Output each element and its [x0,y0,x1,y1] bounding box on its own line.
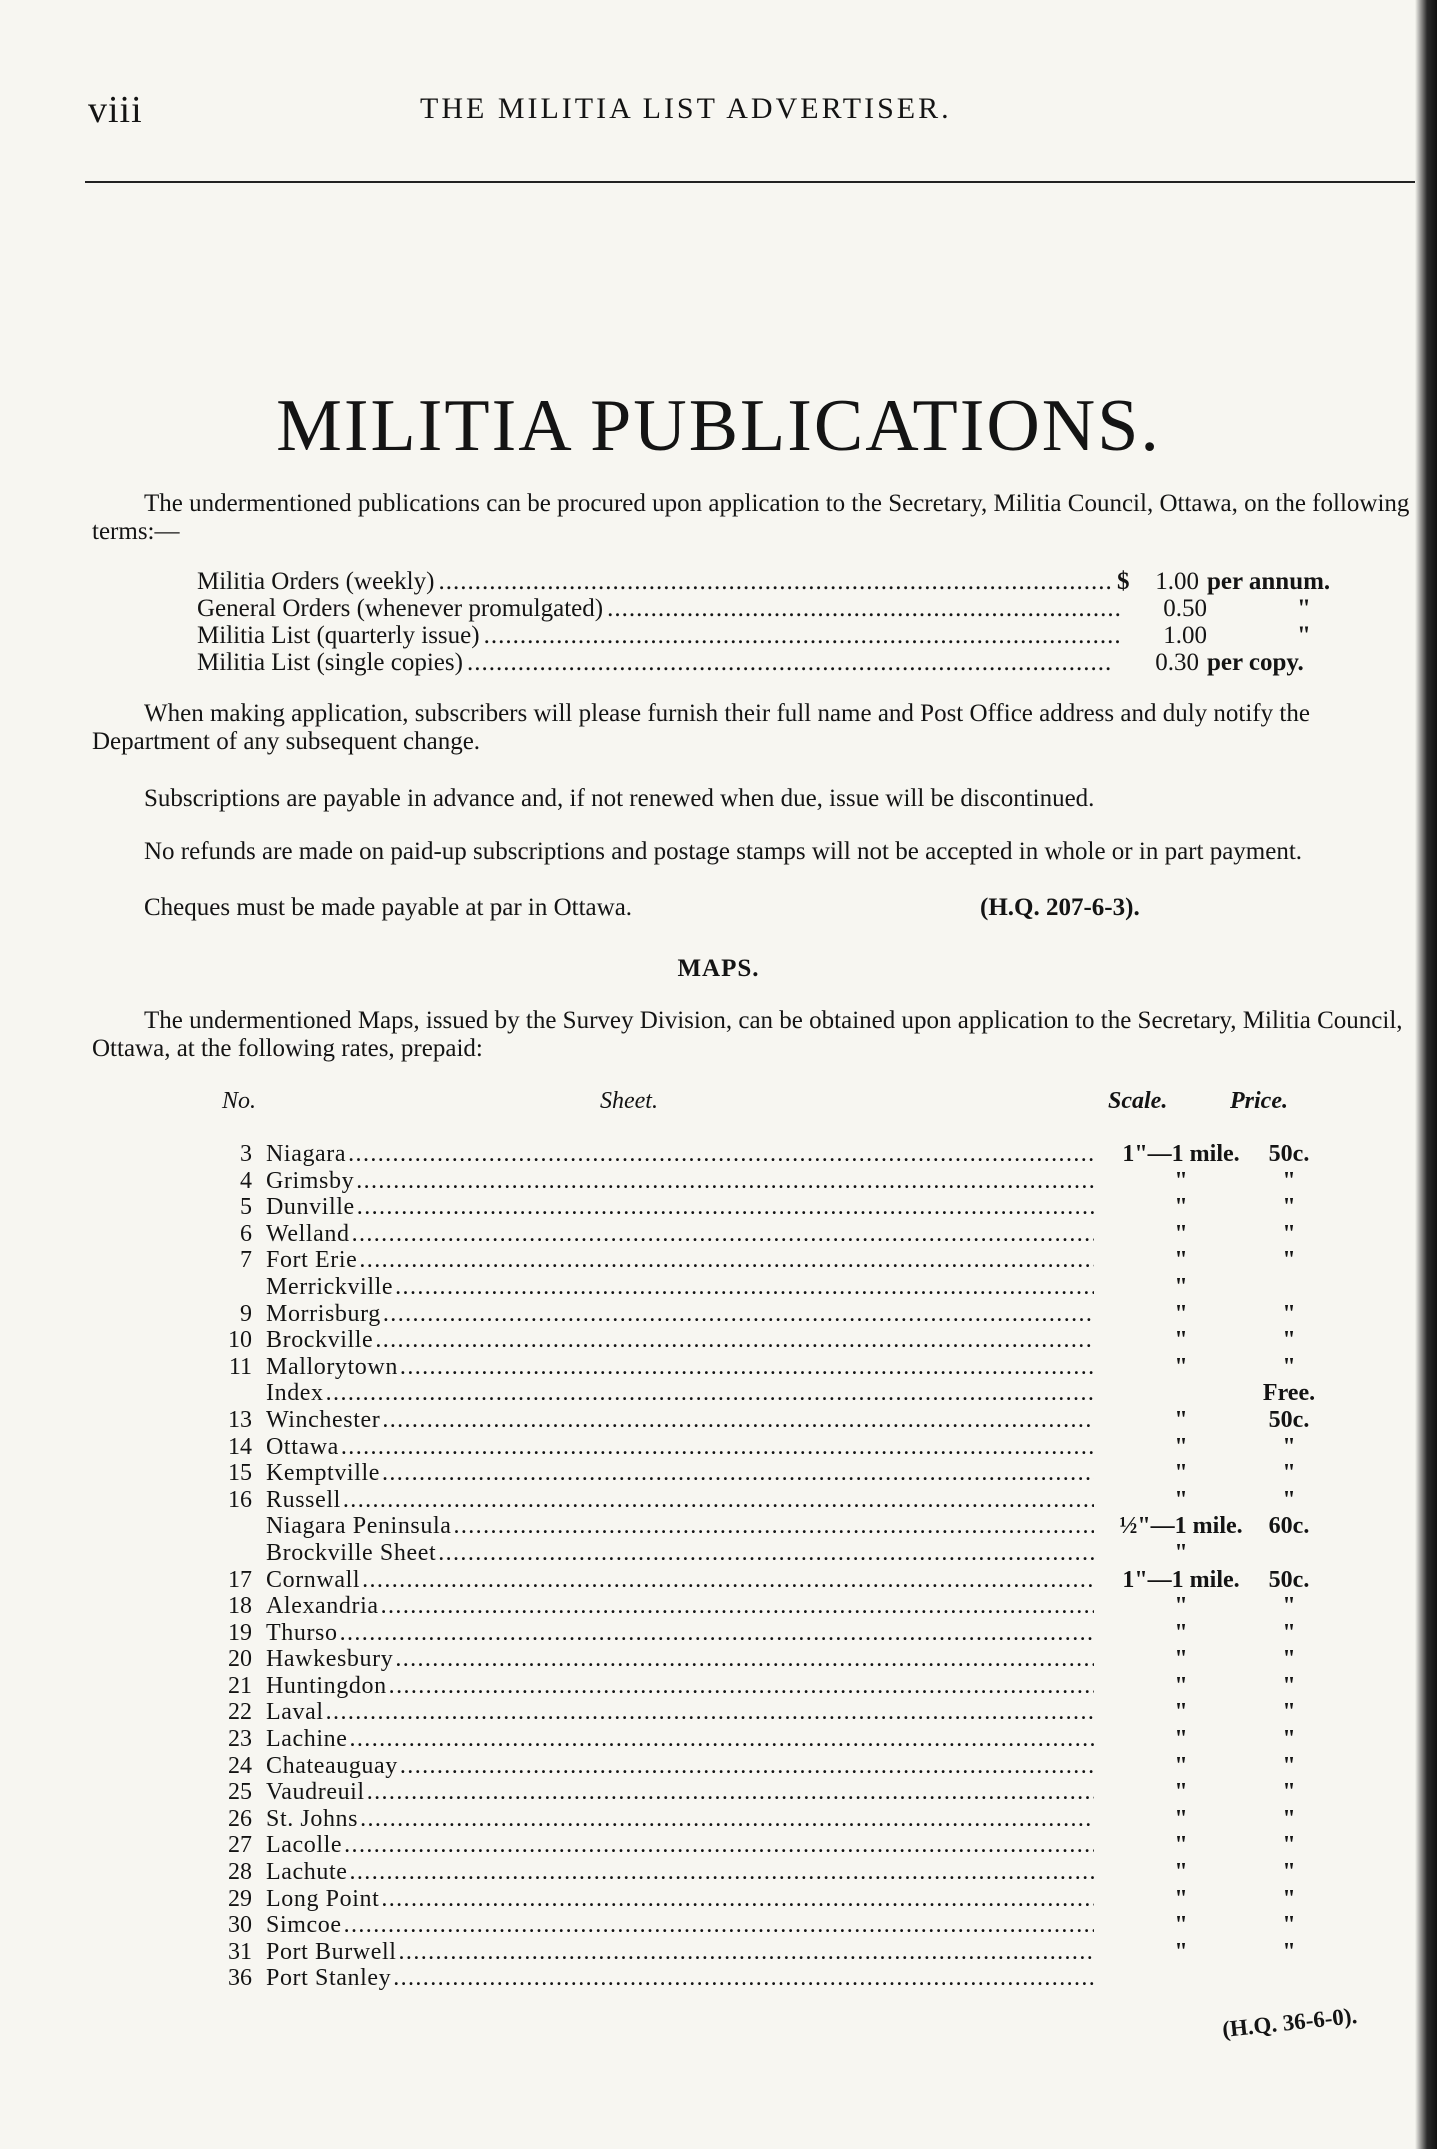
map-sheet-name: Lachine [266,1726,348,1753]
map-price: " [1282,1938,1296,1965]
leader-dots [348,1141,1094,1168]
map-scale: " [1174,1539,1188,1566]
map-price: " [1282,1699,1296,1726]
map-sheet-name: Thurso [266,1619,338,1646]
map-scale: " [1174,1938,1188,1965]
map-sheet-cell [266,1699,1106,1726]
map-number: 10 [228,1327,252,1354]
map-number: 21 [228,1672,252,1699]
map-row [222,1620,1322,1647]
leader-dots [395,1274,1094,1301]
map-sheet-cell [266,1460,1106,1487]
map-sheet-cell [266,1274,1106,1301]
map-sheet-cell [266,1886,1106,1913]
map-sheet-name: Niagara Peninsula [266,1513,452,1540]
term-label: Militia List (quarterly issue) [197,622,480,649]
map-sheet-name: Hawkesbury [266,1646,394,1673]
map-price: " [1282,1486,1296,1513]
map-sheet-name: Lachute [266,1859,348,1886]
map-row [222,1407,1322,1434]
map-sheet-name: Laval [266,1699,324,1726]
map-number: 36 [228,1965,252,1992]
cheques-notice: Cheques must be made payable at par in Ottawa. [144,894,633,921]
terms-list [197,568,1357,676]
map-row [222,1646,1322,1673]
map-sheet-name: Long Point [266,1885,380,1912]
map-sheet-cell [266,1593,1106,1620]
term-row [197,595,1357,622]
map-price: " [1282,1433,1296,1460]
map-sheet-cell [266,1354,1106,1381]
map-row [222,1832,1322,1859]
map-price: " [1282,1353,1296,1380]
map-row [222,1567,1322,1594]
map-sheet-name: Winchester [266,1406,381,1433]
map-row [222,1912,1322,1939]
map-price: " [1282,1859,1296,1886]
map-number: 27 [228,1832,252,1859]
leader-dots [356,1168,1094,1195]
refunds-notice: No refunds are made on paid-up subscriptions and postage stamps will not be accepted in whole or in part payment. [144,838,1303,865]
map-scale: " [1174,1273,1188,1300]
term-label: Militia List (single copies) [197,649,463,676]
map-sheet-cell [266,1407,1106,1434]
leader-dots [381,1886,1094,1913]
map-price: " [1282,1912,1296,1939]
leader-dots [352,1221,1094,1248]
map-sheet-name: Kemptville [266,1460,380,1487]
map-number: 28 [228,1859,252,1886]
map-number: 5 [240,1194,252,1221]
map-row [222,1221,1322,1248]
map-price: " [1282,1247,1296,1274]
running-title: THE MILITIA LIST ADVERTISER. [420,92,952,125]
map-price: 60c. [1268,1513,1310,1540]
publications-reference: (H.Q. 207-6-3). [980,894,1140,921]
map-row [222,1593,1322,1620]
term-amount: 0.50 [1163,595,1207,622]
map-price: " [1282,1752,1296,1779]
map-price: " [1282,1646,1296,1673]
map-sheet-name: Brockville [266,1327,374,1354]
map-number: 30 [228,1912,252,1939]
leader-dots [344,1912,1094,1939]
leader-dots [359,1247,1094,1274]
map-scale: " [1174,1353,1188,1380]
map-price: " [1282,1805,1296,1832]
map-sheet-name: Welland [266,1220,350,1247]
map-sheet-name: Fort Erie [266,1247,358,1274]
map-scale: " [1174,1885,1188,1912]
leader-dots [395,1646,1094,1673]
map-sheet-cell [266,1434,1106,1461]
map-scale: 1"—1 mile. [1122,1566,1240,1593]
map-sheet-cell [266,1301,1106,1328]
map-scale: " [1174,1672,1188,1699]
map-row [222,1354,1322,1381]
map-scale: " [1174,1220,1188,1247]
map-number: 23 [228,1726,252,1753]
leader-dots [607,595,1121,622]
leader-dots [350,1859,1095,1886]
map-scale: " [1174,1327,1188,1354]
map-number: 20 [228,1646,252,1673]
map-sheet-name: Russell [266,1486,341,1513]
map-price: 50c. [1268,1566,1310,1593]
term-amount: 1.00 [1155,568,1199,595]
term-amount: 1.00 [1163,622,1207,649]
map-number: 18 [228,1593,252,1620]
map-row [222,1753,1322,1780]
map-sheet-name: Index [266,1380,324,1407]
map-price: " [1282,1779,1296,1806]
map-sheet-cell [266,1194,1106,1221]
map-sheet-name: Merrickville [266,1273,394,1300]
leader-dots [400,1354,1094,1381]
map-number: 13 [228,1406,252,1433]
leader-dots [438,1540,1094,1567]
map-number: 19 [228,1619,252,1646]
leader-dots [367,1779,1094,1806]
leader-dots [399,1939,1094,1966]
map-row [222,1779,1322,1806]
map-sheet-cell [266,1832,1106,1859]
leader-dots [343,1487,1094,1514]
map-row [222,1886,1322,1913]
map-number: 26 [228,1805,252,1832]
map-sheet-cell [266,1141,1106,1168]
map-scale: " [1174,1646,1188,1673]
term-unit: per copy. [1207,649,1304,676]
maps-intro: The undermentioned Maps, issued by the Survey Division, can be obtained upon application to the Secretary, Militia Council, Ottawa, at the following rates, prepaid: [92,1007,1403,1062]
map-row [222,1274,1322,1301]
map-sheet-name: Morrisburg [266,1300,381,1327]
map-sheet-cell [266,1726,1106,1753]
leader-dots [362,1567,1094,1594]
map-price: " [1282,1460,1296,1487]
map-scale: " [1174,1486,1188,1513]
map-sheet-cell [266,1487,1106,1514]
map-price: 50c. [1268,1141,1310,1167]
map-number: 31 [228,1938,252,1965]
map-sheet-name: Cornwall [266,1566,361,1593]
leader-dots [467,649,1113,676]
map-scale: 1"—1 mile. [1122,1141,1240,1167]
leader-dots [357,1194,1094,1221]
map-row [222,1168,1322,1195]
map-row [222,1939,1322,1966]
map-row [222,1965,1322,1992]
leader-dots [375,1327,1094,1354]
term-label: Militia Orders (weekly) [197,568,435,595]
map-number: 24 [228,1752,252,1779]
leader-dots [389,1673,1094,1700]
map-scale: " [1174,1247,1188,1274]
map-sheet-cell [266,1912,1106,1939]
map-price: " [1282,1220,1296,1247]
map-price: " [1282,1832,1296,1859]
map-number: 15 [228,1460,252,1487]
main-title: MILITIA PUBLICATIONS. [276,385,1161,467]
map-scale: " [1174,1779,1188,1806]
column-header-sheet: Sheet. [600,1088,658,1114]
map-sheet-cell [266,1753,1106,1780]
leader-dots [326,1380,1094,1407]
map-sheet-name: Lacolle [266,1832,343,1859]
map-sheet-name: Port Stanley [266,1965,392,1992]
map-price: " [1282,1167,1296,1194]
map-row [222,1380,1322,1407]
map-price: " [1282,1726,1296,1753]
map-sheet-name: St. Johns [266,1805,359,1832]
leader-dots [340,1620,1094,1647]
map-number: 11 [228,1353,252,1380]
term-row [197,568,1357,595]
term-row [197,649,1357,676]
map-scale: " [1174,1194,1188,1221]
column-header-no: No. [222,1088,257,1114]
leader-dots [344,1832,1094,1859]
map-sheet-cell [266,1806,1106,1833]
intro-paragraph: The undermentioned publications can be procured upon application to the Secretary, Militia Council, Ottawa, on the following terms:— [92,490,1410,545]
map-price: " [1282,1327,1296,1354]
map-sheet-cell [266,1673,1106,1700]
subscriptions-notice: Subscriptions are payable in advance and, if not renewed when due, issue will be discontinued. [144,785,1095,812]
map-scale: " [1174,1167,1188,1194]
map-number: 6 [240,1220,252,1247]
map-sheet-cell [266,1513,1106,1540]
map-number: 22 [228,1699,252,1726]
currency-symbol: $ [1117,568,1130,595]
map-number: 4 [240,1167,252,1194]
term-unit: per annum. [1207,568,1331,595]
map-row [222,1540,1322,1567]
leader-dots [400,1753,1094,1780]
leader-dots [438,568,1113,595]
map-scale: " [1174,1859,1188,1886]
map-scale: " [1174,1805,1188,1832]
map-sheet-cell [266,1646,1106,1673]
map-row [222,1726,1322,1753]
map-price: " [1282,1619,1296,1646]
map-sheet-cell [266,1380,1106,1407]
map-sheet-cell [266,1859,1106,1886]
map-sheet-name: Dunville [266,1194,355,1221]
map-row [222,1513,1322,1540]
map-sheet-name: Niagara [266,1141,347,1167]
maps-table [222,1141,1322,1992]
map-row [222,1434,1322,1461]
leader-dots [453,1513,1094,1540]
map-scale: " [1174,1699,1188,1726]
map-scale: " [1174,1593,1188,1620]
map-price: " [1282,1672,1296,1699]
map-row [222,1301,1322,1328]
page-number: viii [88,89,143,131]
map-sheet-cell [266,1939,1106,1966]
map-sheet-cell [266,1965,1106,1992]
leader-dots [383,1301,1094,1328]
page-edge-shadow [1415,0,1437,2149]
map-number: 29 [228,1885,252,1912]
map-sheet-name: Simcoe [266,1912,342,1939]
term-label: General Orders (whenever promulgated) [197,595,604,622]
map-scale: " [1174,1832,1188,1859]
map-number: 17 [228,1566,252,1593]
term-unit: " [1297,622,1311,649]
map-price: " [1282,1885,1296,1912]
map-sheet-name: Huntingdon [266,1672,387,1699]
map-price: 50c. [1268,1406,1310,1433]
map-sheet-name: Ottawa [266,1433,339,1460]
map-sheet-cell [266,1247,1106,1274]
map-sheet-name: Mallorytown [266,1353,398,1380]
leader-dots [350,1726,1095,1753]
map-scale: " [1174,1300,1188,1327]
map-scale: " [1174,1619,1188,1646]
map-number: 3 [240,1141,252,1167]
map-row [222,1859,1322,1886]
leader-dots [381,1593,1094,1620]
map-row [222,1194,1322,1221]
map-number: 25 [228,1779,252,1806]
leader-dots [484,622,1121,649]
map-row [222,1247,1322,1274]
map-row [222,1806,1322,1833]
map-row [222,1487,1322,1514]
leader-dots [360,1806,1094,1833]
map-scale: " [1174,1460,1188,1487]
map-number: 14 [228,1433,252,1460]
map-sheet-cell [266,1221,1106,1248]
map-scale: " [1174,1433,1188,1460]
map-scale: " [1174,1752,1188,1779]
map-row [222,1460,1322,1487]
map-scale: " [1174,1406,1188,1433]
map-row [222,1327,1322,1354]
term-row [197,622,1357,649]
map-sheet-cell [266,1620,1106,1647]
leader-dots [341,1434,1094,1461]
map-price: " [1282,1194,1296,1221]
application-notice: When making application, subscribers will please furnish their full name and Post Office address and duly notify the Department of any subsequent change. [92,700,1310,755]
map-number: 16 [228,1486,252,1513]
map-sheet-name: Grimsby [266,1167,355,1194]
map-number: 9 [240,1300,252,1327]
map-sheet-name: Alexandria [266,1593,379,1620]
map-sheet-name: Brockville Sheet [266,1539,437,1566]
map-price: " [1282,1593,1296,1620]
header-rule [85,181,1415,183]
column-header-scale: Scale. [1108,1088,1168,1114]
leader-dots [393,1965,1094,1992]
map-price: Free. [1262,1380,1316,1407]
map-sheet-cell [266,1168,1106,1195]
maps-reference: (H.Q. 36-6-0). [1221,2002,1359,2043]
maps-heading: MAPS. [677,955,760,982]
map-sheet-name: Port Burwell [266,1938,397,1965]
map-scale: " [1174,1726,1188,1753]
map-sheet-cell [266,1540,1106,1567]
leader-dots [326,1699,1094,1726]
map-number: 7 [240,1247,252,1274]
leader-dots [382,1407,1094,1434]
map-row [222,1699,1322,1726]
term-amount: 0.30 [1155,649,1199,676]
map-row [222,1673,1322,1700]
map-scale: ½"—1 mile. [1119,1513,1243,1540]
map-sheet-cell [266,1327,1106,1354]
term-unit: " [1297,595,1311,622]
map-scale: " [1174,1912,1188,1939]
map-sheet-cell [266,1567,1106,1594]
map-sheet-name: Chateauguay [266,1752,398,1779]
column-header-price: Price. [1230,1088,1288,1114]
map-row [222,1141,1322,1168]
map-sheet-cell [266,1779,1106,1806]
map-price: " [1282,1300,1296,1327]
map-sheet-name: Vaudreuil [266,1779,365,1806]
leader-dots [382,1460,1094,1487]
